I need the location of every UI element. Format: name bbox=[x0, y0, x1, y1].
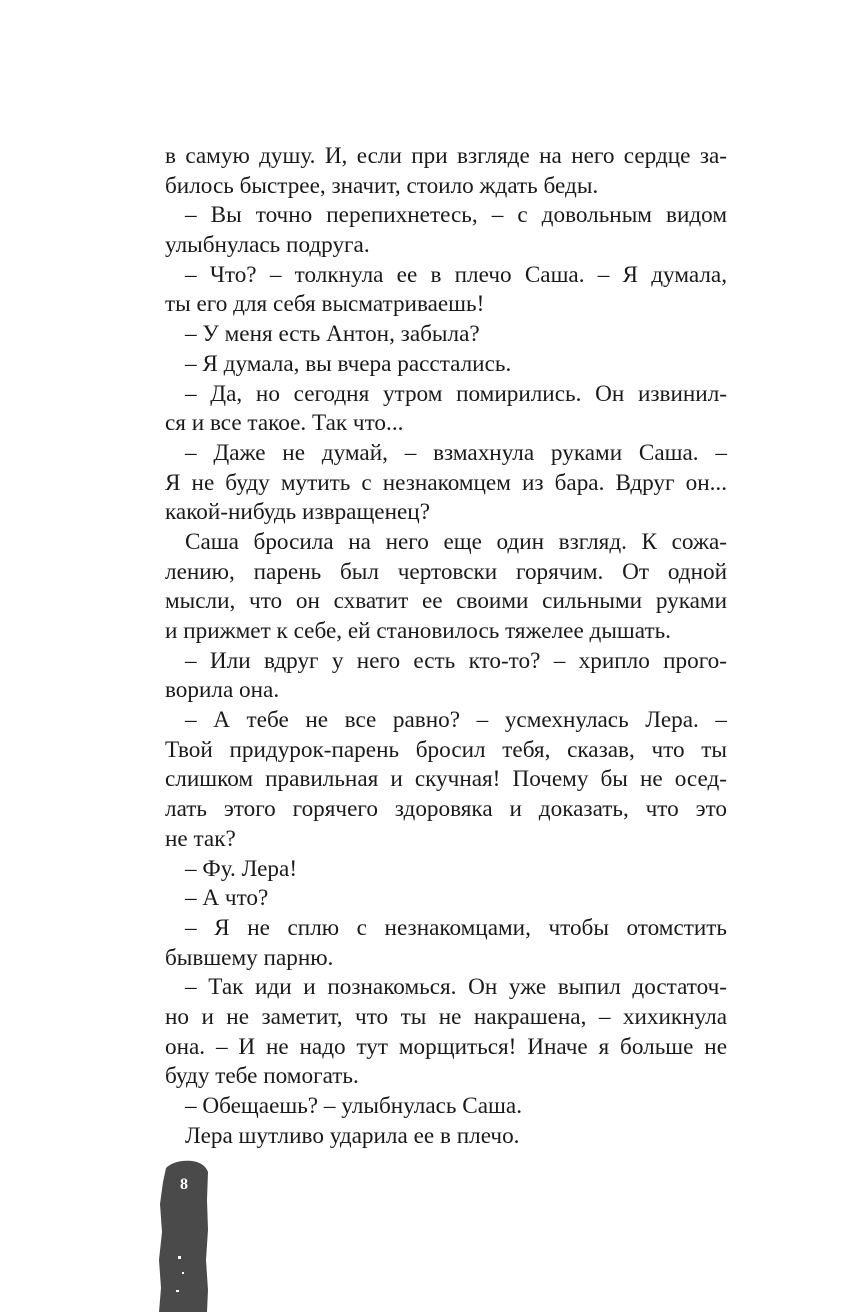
text-line: – А тебе не все равно? – усмехнулась Лера. – bbox=[185, 707, 727, 734]
text-line: улыбнулась подруга. bbox=[165, 232, 370, 259]
text-line: – Я думала, вы вчера расстались. bbox=[185, 350, 512, 377]
text-line: лать этого горячего здоровяка и доказать, что это bbox=[165, 796, 727, 823]
text-line: слишком правильная и скучная! Почему бы не осед- bbox=[165, 766, 727, 793]
text-line: буду тебе помогать. bbox=[165, 1063, 359, 1090]
text-line: Саша бросила на него еще один взгляд. К сожа- bbox=[185, 528, 727, 555]
text-line: она. – И не надо тут морщиться! Иначе я больше не bbox=[165, 1033, 727, 1060]
text-line: – Я не сплю с незнакомцами, чтобы отомстить bbox=[185, 914, 727, 941]
text-line: Я не буду мутить с незнакомцем из бара. Вдруг он... bbox=[165, 469, 727, 496]
text-line: ты его для себя высматриваешь! bbox=[165, 291, 485, 318]
text-line: – Что? – толкнула ее в плечо Саша. – Я думала, bbox=[185, 261, 727, 288]
text-line: – Да, но сегодня утром помирились. Он извинил- bbox=[185, 380, 727, 407]
text-line: ворила она. bbox=[165, 677, 280, 704]
text-line: – Даже не думай, – взмахнула руками Саша. – bbox=[185, 439, 727, 466]
text-line: – А что? bbox=[185, 885, 269, 912]
text-line: – Обещаешь? – улыбнулась Саша. bbox=[185, 1093, 522, 1119]
text-line: Лера шутливо ударила ее в плечо. bbox=[185, 1122, 520, 1149]
text-line: – У меня есть Антон, забыла? bbox=[185, 321, 480, 348]
text-line: – Вы точно перепихнетесь, – с довольным видом bbox=[185, 202, 727, 229]
text-line: в самую душу. И, если при взгляде на него сердце за- bbox=[165, 143, 727, 169]
text-line: – Или вдруг у него есть кто-то? – хрипло прого- bbox=[185, 647, 727, 674]
text-line: билось быстрее, значит, стоило ждать беды. bbox=[165, 172, 599, 199]
text-line: и прижмет к себе, ей становилось тяжелее дышать. bbox=[165, 618, 671, 644]
text-line: бывшему парню. bbox=[165, 944, 334, 971]
text-line: какой-нибудь извращенец? bbox=[165, 499, 431, 526]
text-line: – Фу. Лера! bbox=[185, 855, 298, 882]
text-line: Твой придурок-парень бросил тебя, сказав, что ты bbox=[165, 736, 727, 763]
page-number: 8 bbox=[180, 1176, 188, 1193]
text-line: мысли, что он схватит ее своими сильными руками bbox=[165, 588, 727, 615]
text-line: лению, парень был чертовски горячим. От одной bbox=[165, 558, 727, 585]
body-text bbox=[165, 142, 727, 1151]
text-line: но и не заметит, что ты не накрашена, – хихикнула bbox=[165, 1003, 727, 1030]
text-line: ся и все такое. Так что... bbox=[165, 410, 404, 437]
page-number-tab bbox=[158, 1160, 210, 1312]
text-line: – Так иди и познакомься. Он уже выпил достаточ- bbox=[185, 974, 727, 1001]
text-line: не так? bbox=[165, 825, 236, 852]
